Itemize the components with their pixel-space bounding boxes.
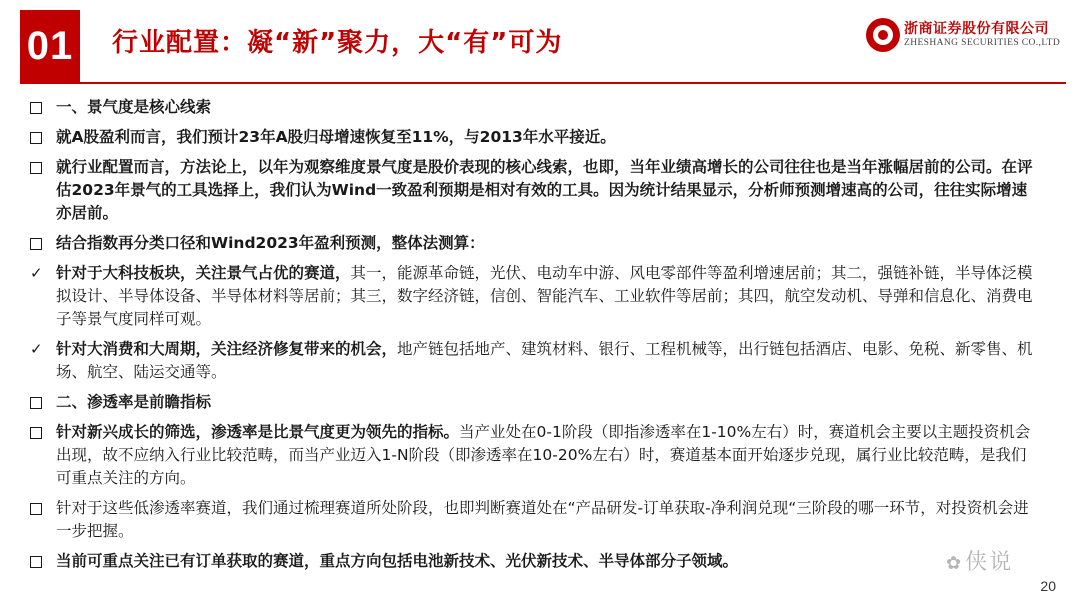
bullet-bold-text: 就A股盈利而言，我们预计23年A股归母增速恢复至11%，与2013年水平接近。 xyxy=(56,128,616,146)
bullet-bold-text: 二、渗透率是前瞻指标 xyxy=(56,393,212,411)
bullet-item xyxy=(30,497,1040,543)
watermark-text: 侠说 xyxy=(965,550,1014,575)
bullet-bold-text: 就行业配置而言，方法论上，以年为观察维度景气度是股价表现的核心线索，也即，当年业绩高增长的公司往往也是当年涨幅居前的公司。在评估2023年景气的工具选择上，我们认为Wind一致盈利预期是相对有效的工具。因为统计结果显示，分析师预测增速高的公司，往往实际增速亦居前。 xyxy=(56,158,1033,222)
bullet-bold-text: 针对于大科技板块，关注景气占优的赛道， xyxy=(56,264,351,282)
bullet-bold-text: 针对新兴成长的筛选，渗透率是比景气度更为领先的指标。 xyxy=(56,423,460,441)
bullet-bold-text: 当前可重点关注已有订单获取的赛道，重点方向包括电池新技术、光伏新技术、半导体部分子领域。 xyxy=(56,552,739,570)
square-bullet-icon xyxy=(30,232,42,257)
bullet-item xyxy=(30,232,1040,255)
square-bullet-icon xyxy=(30,126,42,151)
bullet-item xyxy=(30,96,1040,119)
wechat-icon: ✿ xyxy=(946,553,962,574)
logo-chinese-name: 浙商证券股份有限公司 xyxy=(904,21,1049,37)
bullet-text: 当产业处在0-1阶段（即指渗透率在1-10%左右）时，赛道机会主要以主题投资机会出现，故不应纳入行业比较范畴，而当产业迈入1-N阶段（即渗透率在10-20%左右）时，赛道基本面开始逐步兑现，属行业比较范畴，是我们可重点关注的方向。 xyxy=(56,423,1031,487)
check-bullet-icon: ✓ xyxy=(30,340,43,358)
bullet-bold-text: 结合指数再分类口径和Wind2023年盈利预测，整体法测算： xyxy=(56,234,485,252)
bullet-bold-text: 针对大消费和大周期，关注经济修复带来的机会， xyxy=(56,340,398,358)
bullet-text: 地产链包括地产、建筑材料、银行、工程机械等，出行链包括酒店、电影、免税、新零售、机场、航空、陆运交通等。 xyxy=(56,340,1033,381)
bullet-bold-text: 一、景气度是核心线索 xyxy=(56,98,212,116)
bullet-item xyxy=(30,156,1040,225)
header-divider xyxy=(20,82,1066,84)
bullet-text: 其一，能源革命链，光伏、电动车中游、风电零部件等盈利增速居前；其二，强链补链，半导体泛模拟设计、半导体设备、半导体材料等居前；其三，数字经济链，信创、智能汽车、工业软件等居前；其四，航空发动机、导弹和信息化、消费电子等景气度同样可观。 xyxy=(56,264,1033,328)
square-bullet-icon xyxy=(30,96,42,121)
square-bullet-icon xyxy=(30,156,42,181)
logo-emblem-icon xyxy=(866,18,900,52)
square-bullet-icon xyxy=(30,421,42,446)
section-number-badge xyxy=(20,10,80,82)
check-bullet-icon: ✓ xyxy=(30,264,43,282)
square-bullet-icon xyxy=(30,550,42,575)
watermark xyxy=(946,545,1013,576)
bullet-item xyxy=(30,126,1040,149)
slide-title: 行业配置：凝“新”聚力，大“有”可为 xyxy=(112,28,563,58)
bullet-item xyxy=(30,262,1040,331)
square-bullet-icon xyxy=(30,391,42,416)
section-number: 01 xyxy=(26,23,74,68)
bullet-item xyxy=(30,338,1040,384)
page-number: 20 xyxy=(1040,578,1056,594)
bullet-item xyxy=(30,550,1040,573)
logo-english-name: ZHESHANG SECURITIES CO.,LTD xyxy=(904,38,1061,48)
bullet-text: 针对于这些低渗透率赛道，我们通过梳理赛道所处阶段，也即判断赛道处在“产品研发-订单获取-净利润兑现“三阶段的哪一环节，对投资机会进一步把握。 xyxy=(56,499,1029,540)
square-bullet-icon xyxy=(30,497,42,522)
bullet-list xyxy=(30,96,1040,580)
company-logo xyxy=(866,16,1066,56)
bullet-item xyxy=(30,421,1040,490)
bullet-item xyxy=(30,391,1040,414)
